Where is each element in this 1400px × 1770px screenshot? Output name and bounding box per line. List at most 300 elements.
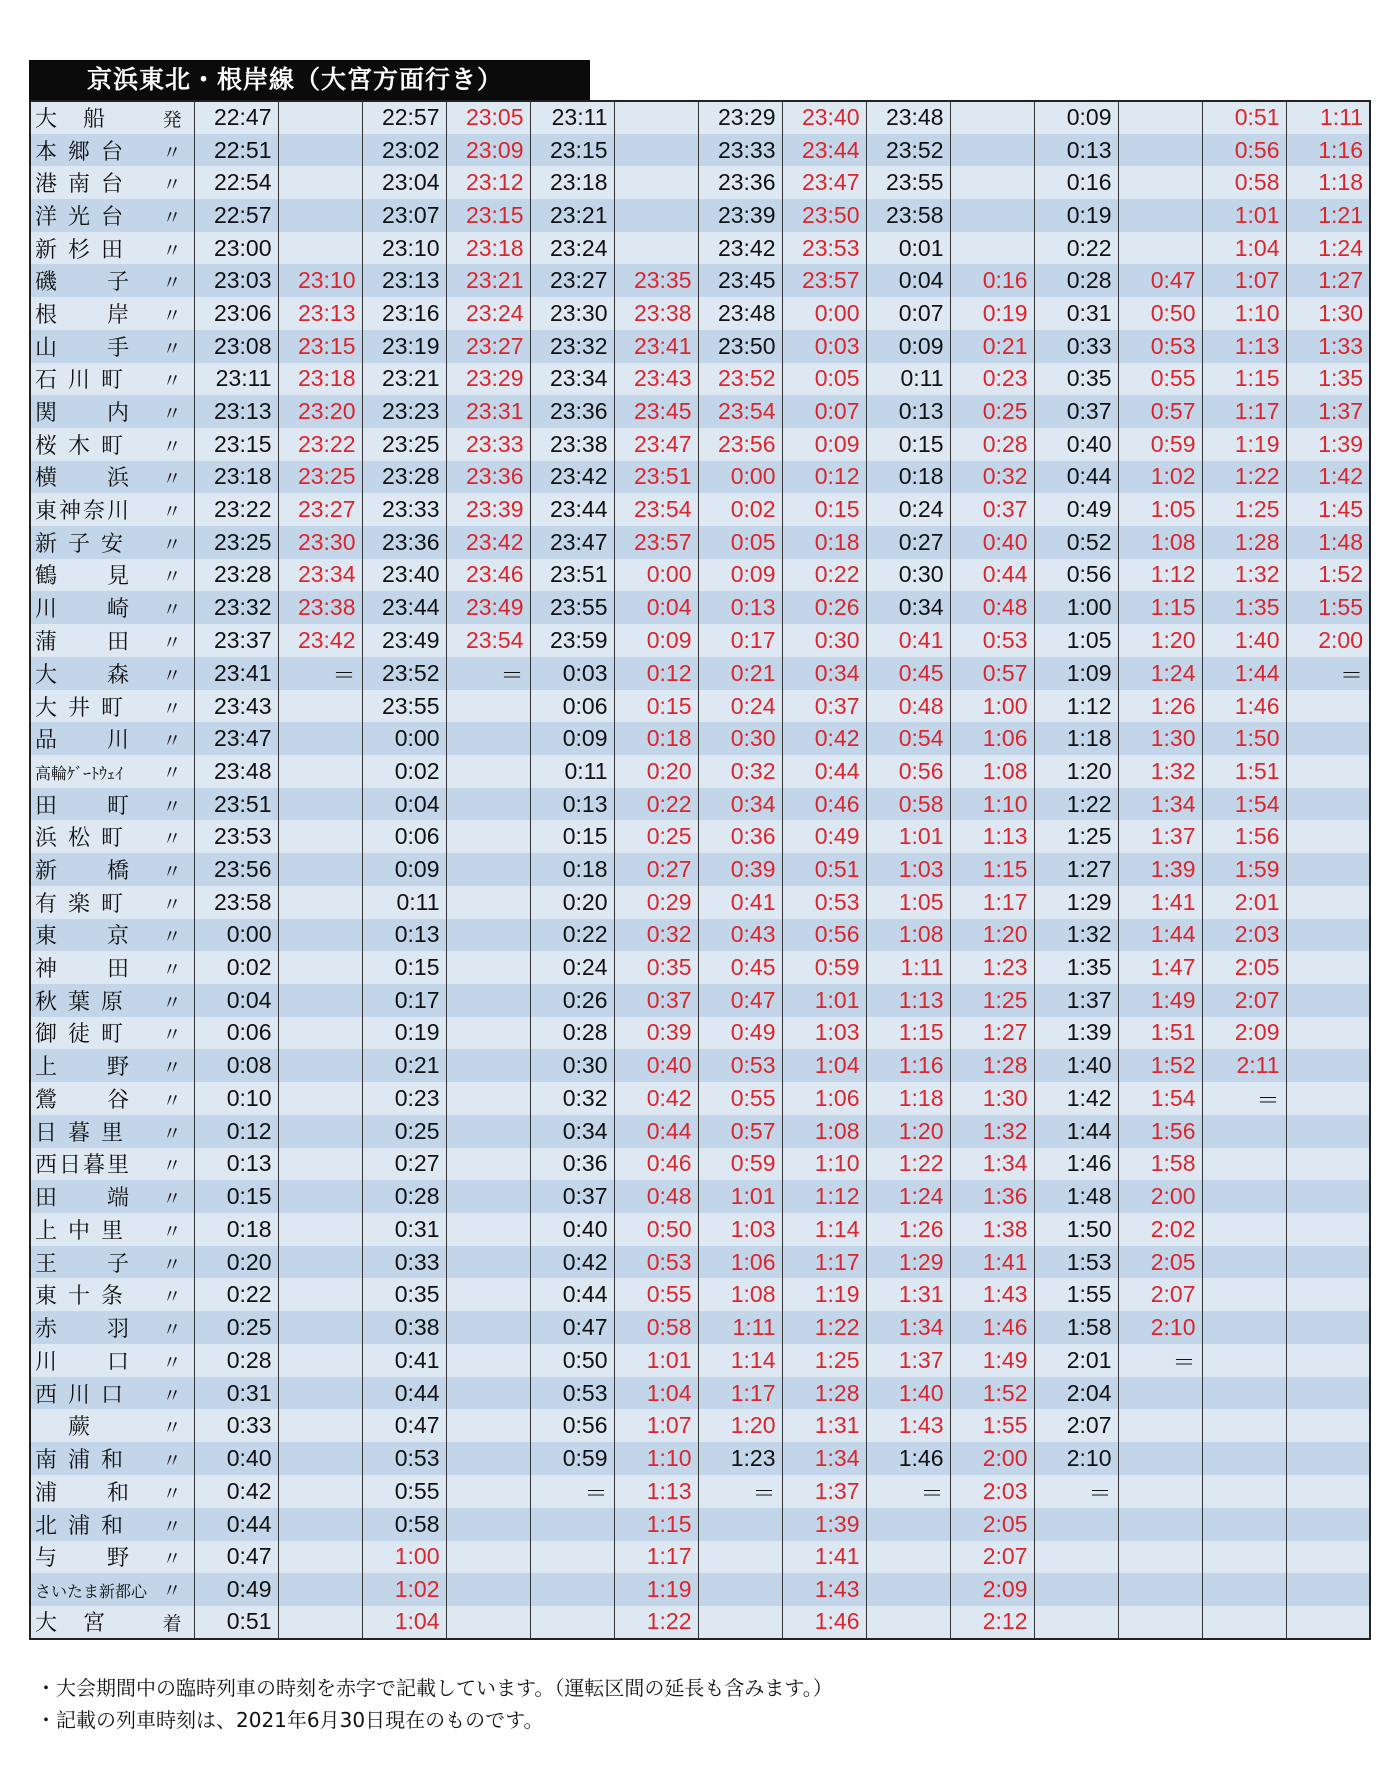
time-cell: 0:30	[782, 624, 866, 657]
time-cell: 1:02	[362, 1573, 446, 1606]
station-cell	[30, 461, 194, 494]
station-suffix: 〃	[162, 1057, 182, 1080]
time-cell: 1:16	[866, 1049, 950, 1082]
time-cell: 1:37	[1034, 984, 1118, 1017]
station-suffix: 〃	[162, 1188, 182, 1211]
time-cell: 0:42	[782, 722, 866, 755]
time-cell: 2:01	[1202, 886, 1286, 919]
time-cell: 0:58	[362, 1508, 446, 1541]
time-cell: 23:44	[530, 493, 614, 526]
time-cell: 23:41	[194, 657, 278, 690]
time-cell: 22:47	[194, 101, 278, 134]
station-suffix: 〃	[162, 697, 182, 720]
time-cell: 0:21	[698, 657, 782, 690]
station-cell	[30, 886, 194, 919]
station-name: 品 川	[35, 728, 132, 754]
time-cell: 1:30	[1118, 722, 1202, 755]
time-cell: 23:51	[530, 559, 614, 592]
time-cell	[866, 1573, 950, 1606]
time-cell: 0:43	[698, 919, 782, 952]
table-row	[30, 1377, 1370, 1410]
station-suffix: 〃	[162, 1482, 182, 1505]
station-suffix: 〃	[162, 1155, 182, 1178]
station-name: 洋 光 台	[35, 204, 125, 230]
time-cell: 1:58	[1118, 1148, 1202, 1181]
time-cell	[446, 886, 530, 919]
time-cell	[1286, 1278, 1370, 1311]
time-cell: 1:42	[1034, 1082, 1118, 1115]
time-cell	[278, 1278, 362, 1311]
station-suffix: 〃	[162, 370, 182, 393]
time-cell: 23:10	[278, 264, 362, 297]
time-cell: 23:13	[362, 264, 446, 297]
time-cell: 0:38	[362, 1311, 446, 1344]
time-cell	[614, 199, 698, 232]
time-cell: 2:09	[950, 1573, 1034, 1606]
station-cell	[30, 232, 194, 265]
station-name: 新 子 安	[35, 531, 125, 557]
time-cell	[1118, 1377, 1202, 1410]
time-cell: 1:01	[866, 820, 950, 853]
time-cell	[1202, 1311, 1286, 1344]
time-cell: 23:57	[782, 264, 866, 297]
table-row	[30, 624, 1370, 657]
time-cell: 0:11	[866, 363, 950, 396]
time-cell	[446, 1508, 530, 1541]
station-name: 大 宮	[35, 1611, 108, 1637]
station-cell	[30, 166, 194, 199]
time-cell	[1202, 1409, 1286, 1442]
table-row	[30, 788, 1370, 821]
station-suffix: 〃	[162, 828, 182, 851]
station-cell	[30, 264, 194, 297]
time-cell	[1118, 1442, 1202, 1475]
time-cell: 0:53	[362, 1442, 446, 1475]
time-cell: 1:54	[1118, 1082, 1202, 1115]
time-cell: 0:53	[950, 624, 1034, 657]
time-cell	[278, 820, 362, 853]
station-name: 日 暮 里	[35, 1120, 125, 1146]
time-cell: 2:03	[950, 1475, 1034, 1508]
time-cell	[278, 755, 362, 788]
time-cell: 1:59	[1202, 853, 1286, 886]
time-cell: 0:08	[194, 1049, 278, 1082]
time-cell	[278, 1017, 362, 1050]
time-cell: 0:55	[1118, 363, 1202, 396]
station-suffix: 〃	[162, 1024, 182, 1047]
time-cell	[614, 232, 698, 265]
time-cell: 0:57	[950, 657, 1034, 690]
station-cell	[30, 1180, 194, 1213]
station-name: 北 浦 和	[35, 1513, 125, 1539]
time-cell: 0:50	[1118, 297, 1202, 330]
time-cell: 23:13	[278, 297, 362, 330]
time-cell	[1202, 1180, 1286, 1213]
station-name: 西日暮里	[35, 1153, 132, 1179]
table-row	[30, 1311, 1370, 1344]
time-cell: 0:22	[614, 788, 698, 821]
time-cell: 23:15	[278, 330, 362, 363]
time-cell: 1:46	[866, 1442, 950, 1475]
time-cell: 0:59	[1118, 428, 1202, 461]
time-cell: 1:30	[1286, 297, 1370, 330]
time-cell: 2:02	[1118, 1213, 1202, 1246]
time-cell: 1:40	[866, 1377, 950, 1410]
time-cell: 23:00	[194, 232, 278, 265]
time-cell	[278, 166, 362, 199]
time-cell: 23:44	[782, 134, 866, 167]
station-suffix: 〃	[162, 1384, 182, 1407]
time-cell: 1:31	[782, 1409, 866, 1442]
time-cell: 0:35	[362, 1278, 446, 1311]
time-cell: 23:47	[614, 428, 698, 461]
time-cell: 0:48	[950, 591, 1034, 624]
time-cell: 0:19	[1034, 199, 1118, 232]
time-cell: 23:55	[362, 690, 446, 723]
time-cell	[446, 1049, 530, 1082]
station-suffix: 〃	[162, 304, 182, 327]
time-cell	[446, 820, 530, 853]
station-suffix: 〃	[162, 1351, 182, 1374]
time-cell: 0:53	[530, 1377, 614, 1410]
time-cell	[278, 232, 362, 265]
time-cell: 23:20	[278, 395, 362, 428]
time-cell: 0:49	[698, 1017, 782, 1050]
table-row	[30, 1442, 1370, 1475]
time-cell: 1:49	[950, 1344, 1034, 1377]
time-cell	[950, 134, 1034, 167]
station-name: 根 岸	[35, 302, 132, 328]
time-cell: 0:23	[362, 1082, 446, 1115]
time-cell: 22:54	[194, 166, 278, 199]
time-cell: 23:31	[446, 395, 530, 428]
time-cell: 0:16	[1034, 166, 1118, 199]
time-cell: 23:18	[530, 166, 614, 199]
time-cell: 23:44	[362, 591, 446, 624]
time-cell: 0:10	[194, 1082, 278, 1115]
time-cell	[1286, 1213, 1370, 1246]
station-suffix: 〃	[162, 1122, 182, 1145]
time-cell: 0:36	[698, 820, 782, 853]
time-cell	[446, 1377, 530, 1410]
time-cell: 1:20	[866, 1115, 950, 1148]
time-cell	[1202, 1541, 1286, 1574]
time-cell	[278, 951, 362, 984]
time-cell: 23:39	[698, 199, 782, 232]
station-suffix: 〃	[162, 141, 182, 164]
time-cell: 23:05	[446, 101, 530, 134]
time-cell: 1:08	[1118, 526, 1202, 559]
time-cell	[1202, 1278, 1286, 1311]
station-suffix: 〃	[162, 631, 182, 654]
time-cell: 23:33	[698, 134, 782, 167]
time-cell: 2:07	[950, 1541, 1034, 1574]
time-cell	[278, 1148, 362, 1181]
time-cell: 0:31	[194, 1377, 278, 1410]
time-cell: 1:55	[1034, 1278, 1118, 1311]
time-cell	[446, 1180, 530, 1213]
time-cell: 0:24	[698, 690, 782, 723]
station-cell	[30, 1148, 194, 1181]
time-cell: 0:30	[866, 559, 950, 592]
time-cell: 0:18	[530, 853, 614, 886]
time-cell: 0:04	[866, 264, 950, 297]
table-row	[30, 1049, 1370, 1082]
time-cell	[1202, 1573, 1286, 1606]
time-cell: 23:51	[194, 788, 278, 821]
time-cell: 1:20	[950, 919, 1034, 952]
time-cell	[950, 199, 1034, 232]
table-row	[30, 1148, 1370, 1181]
time-cell	[1286, 1475, 1370, 1508]
time-cell: 0:09	[362, 853, 446, 886]
station-name: 川 口	[35, 1349, 132, 1375]
time-cell	[446, 951, 530, 984]
table-row	[30, 1246, 1370, 1279]
time-cell: 23:53	[194, 820, 278, 853]
time-cell: 23:25	[194, 526, 278, 559]
station-suffix: 〃	[162, 664, 182, 687]
time-cell: 0:56	[782, 919, 866, 952]
station-suffix: 〃	[162, 337, 182, 360]
time-cell: 1:34	[866, 1311, 950, 1344]
time-cell	[278, 101, 362, 134]
time-cell: 1:01	[698, 1180, 782, 1213]
time-cell: 1:13	[1202, 330, 1286, 363]
station-suffix: 〃	[162, 761, 182, 784]
station-name: 石 川 町	[35, 368, 125, 394]
time-cell	[1118, 199, 1202, 232]
time-cell: 0:34	[866, 591, 950, 624]
time-cell: 23:21	[530, 199, 614, 232]
time-cell: 0:47	[194, 1541, 278, 1574]
time-cell: 0:54	[866, 722, 950, 755]
table-row	[30, 264, 1370, 297]
table-row	[30, 886, 1370, 919]
station-suffix: 〃	[162, 566, 182, 589]
time-cell	[1286, 1049, 1370, 1082]
station-cell	[30, 395, 194, 428]
time-cell: 23:24	[530, 232, 614, 265]
time-cell	[1286, 722, 1370, 755]
time-cell	[278, 886, 362, 919]
time-cell	[1202, 1442, 1286, 1475]
station-name: 上 中 里	[35, 1218, 125, 1244]
time-cell: 0:55	[698, 1082, 782, 1115]
station-suffix: 〃	[162, 1548, 182, 1571]
time-cell: 1:48	[1286, 526, 1370, 559]
time-cell	[1202, 1606, 1286, 1639]
station-cell	[30, 755, 194, 788]
station-cell	[30, 820, 194, 853]
time-cell	[278, 722, 362, 755]
time-cell: 1:11	[698, 1311, 782, 1344]
time-cell: 1:11	[1286, 101, 1370, 134]
time-cell: 0:04	[194, 984, 278, 1017]
time-cell: 23:38	[530, 428, 614, 461]
time-cell	[446, 1442, 530, 1475]
time-cell: 1:13	[866, 984, 950, 1017]
table-row	[30, 166, 1370, 199]
time-cell: 1:18	[866, 1082, 950, 1115]
time-cell	[614, 134, 698, 167]
time-cell: 0:30	[530, 1049, 614, 1082]
table-row	[30, 951, 1370, 984]
time-cell: 1:30	[950, 1082, 1034, 1115]
station-cell	[30, 1409, 194, 1442]
time-cell: 1:56	[1118, 1115, 1202, 1148]
table-row	[30, 1082, 1370, 1115]
time-cell	[1118, 232, 1202, 265]
table-row	[30, 559, 1370, 592]
time-cell	[278, 1606, 362, 1639]
station-cell	[30, 1475, 194, 1508]
time-cell: 23:47	[530, 526, 614, 559]
time-cell: 1:28	[1202, 526, 1286, 559]
time-cell: 0:41	[698, 886, 782, 919]
time-cell: 23:58	[194, 886, 278, 919]
table-row	[30, 1213, 1370, 1246]
time-cell	[1202, 1115, 1286, 1148]
time-cell	[1118, 101, 1202, 134]
time-cell: 0:49	[194, 1573, 278, 1606]
time-cell: 1:35	[1202, 591, 1286, 624]
time-cell: 1:52	[950, 1377, 1034, 1410]
station-cell	[30, 1541, 194, 1574]
time-cell: 2:07	[1118, 1278, 1202, 1311]
time-cell: 0:37	[614, 984, 698, 1017]
station-name: 西 川 口	[35, 1382, 125, 1408]
time-cell: 1:06	[950, 722, 1034, 755]
time-cell: 23:48	[698, 297, 782, 330]
time-cell: 1:10	[614, 1442, 698, 1475]
station-name: 蒲 田	[35, 629, 132, 655]
time-cell	[446, 1475, 530, 1508]
time-cell: 0:53	[1118, 330, 1202, 363]
table-row	[30, 330, 1370, 363]
time-cell: 0:36	[530, 1148, 614, 1181]
footnotes	[36, 1672, 833, 1736]
time-cell: 1:12	[782, 1180, 866, 1213]
time-cell: 1:17	[950, 886, 1034, 919]
time-cell: 0:58	[1202, 166, 1286, 199]
time-cell: 2:09	[1202, 1017, 1286, 1050]
time-cell: 23:30	[530, 297, 614, 330]
time-cell: 0:42	[530, 1246, 614, 1279]
table-row	[30, 591, 1370, 624]
time-cell: 23:38	[614, 297, 698, 330]
time-cell: 0:16	[950, 264, 1034, 297]
station-suffix: 〃	[162, 206, 182, 229]
time-cell: 1:44	[1202, 657, 1286, 690]
station-name: 本 郷 台	[35, 139, 125, 165]
time-cell	[1286, 1311, 1370, 1344]
time-cell: 23:36	[362, 526, 446, 559]
time-cell: 1:22	[866, 1148, 950, 1181]
time-cell: 0:26	[530, 984, 614, 1017]
time-cell: 23:36	[698, 166, 782, 199]
time-cell	[950, 166, 1034, 199]
time-cell: 22:57	[194, 199, 278, 232]
time-cell: 1:46	[1202, 690, 1286, 723]
time-cell: 2:07	[1034, 1409, 1118, 1442]
time-cell: 22:57	[362, 101, 446, 134]
time-cell	[278, 690, 362, 723]
time-cell: 23:18	[278, 363, 362, 396]
table-row	[30, 1344, 1370, 1377]
time-cell: 1:35	[1034, 951, 1118, 984]
time-cell: 23:57	[614, 526, 698, 559]
station-name: 赤 羽	[35, 1316, 132, 1342]
station-name: 浦 和	[35, 1480, 132, 1506]
time-cell	[446, 984, 530, 1017]
time-cell: 0:40	[614, 1049, 698, 1082]
time-cell: 0:19	[362, 1017, 446, 1050]
time-cell: 1:43	[950, 1278, 1034, 1311]
station-name: 横 浜	[35, 466, 132, 492]
time-cell: 23:42	[278, 624, 362, 657]
time-cell: 1:24	[866, 1180, 950, 1213]
table-row	[30, 232, 1370, 265]
time-cell	[1286, 1148, 1370, 1181]
time-cell	[278, 1246, 362, 1279]
time-cell	[1118, 166, 1202, 199]
time-cell: 0:41	[362, 1344, 446, 1377]
time-cell: 1:15	[950, 853, 1034, 886]
station-cell	[30, 1017, 194, 1050]
time-cell: 0:28	[530, 1017, 614, 1050]
time-cell: 1:05	[866, 886, 950, 919]
time-cell	[1034, 1508, 1118, 1541]
time-cell: 23:22	[278, 428, 362, 461]
time-cell: 0:48	[866, 690, 950, 723]
time-cell: 0:03	[530, 657, 614, 690]
time-cell: 0:40	[194, 1442, 278, 1475]
time-cell: 1:21	[1286, 199, 1370, 232]
time-cell: 0:22	[530, 919, 614, 952]
station-cell	[30, 951, 194, 984]
time-cell: 0:13	[194, 1148, 278, 1181]
time-cell: 0:37	[1034, 395, 1118, 428]
time-cell	[446, 1115, 530, 1148]
time-cell: 0:06	[194, 1017, 278, 1050]
time-cell: 0:57	[1118, 395, 1202, 428]
time-cell: 1:02	[1118, 461, 1202, 494]
time-cell	[530, 1508, 614, 1541]
station-cell	[30, 624, 194, 657]
time-cell: 23:58	[866, 199, 950, 232]
time-cell: 1:41	[782, 1541, 866, 1574]
time-cell: 23:50	[782, 199, 866, 232]
time-cell: 0:50	[530, 1344, 614, 1377]
time-cell: 23:52	[866, 134, 950, 167]
table-row	[30, 1115, 1370, 1148]
time-cell: 0:20	[194, 1246, 278, 1279]
time-cell: 0:11	[530, 755, 614, 788]
time-cell: 23:51	[614, 461, 698, 494]
time-cell	[446, 690, 530, 723]
time-cell: 23:30	[278, 526, 362, 559]
time-cell: 0:34	[698, 788, 782, 821]
station-name: 御 徒 町	[35, 1022, 125, 1048]
time-cell: 23:07	[362, 199, 446, 232]
time-cell: 0:03	[782, 330, 866, 363]
time-cell: 1:29	[1034, 886, 1118, 919]
station-suffix: 〃	[162, 501, 182, 524]
time-cell	[1118, 1508, 1202, 1541]
time-cell: 1:22	[782, 1311, 866, 1344]
time-cell: 1:58	[1034, 1311, 1118, 1344]
